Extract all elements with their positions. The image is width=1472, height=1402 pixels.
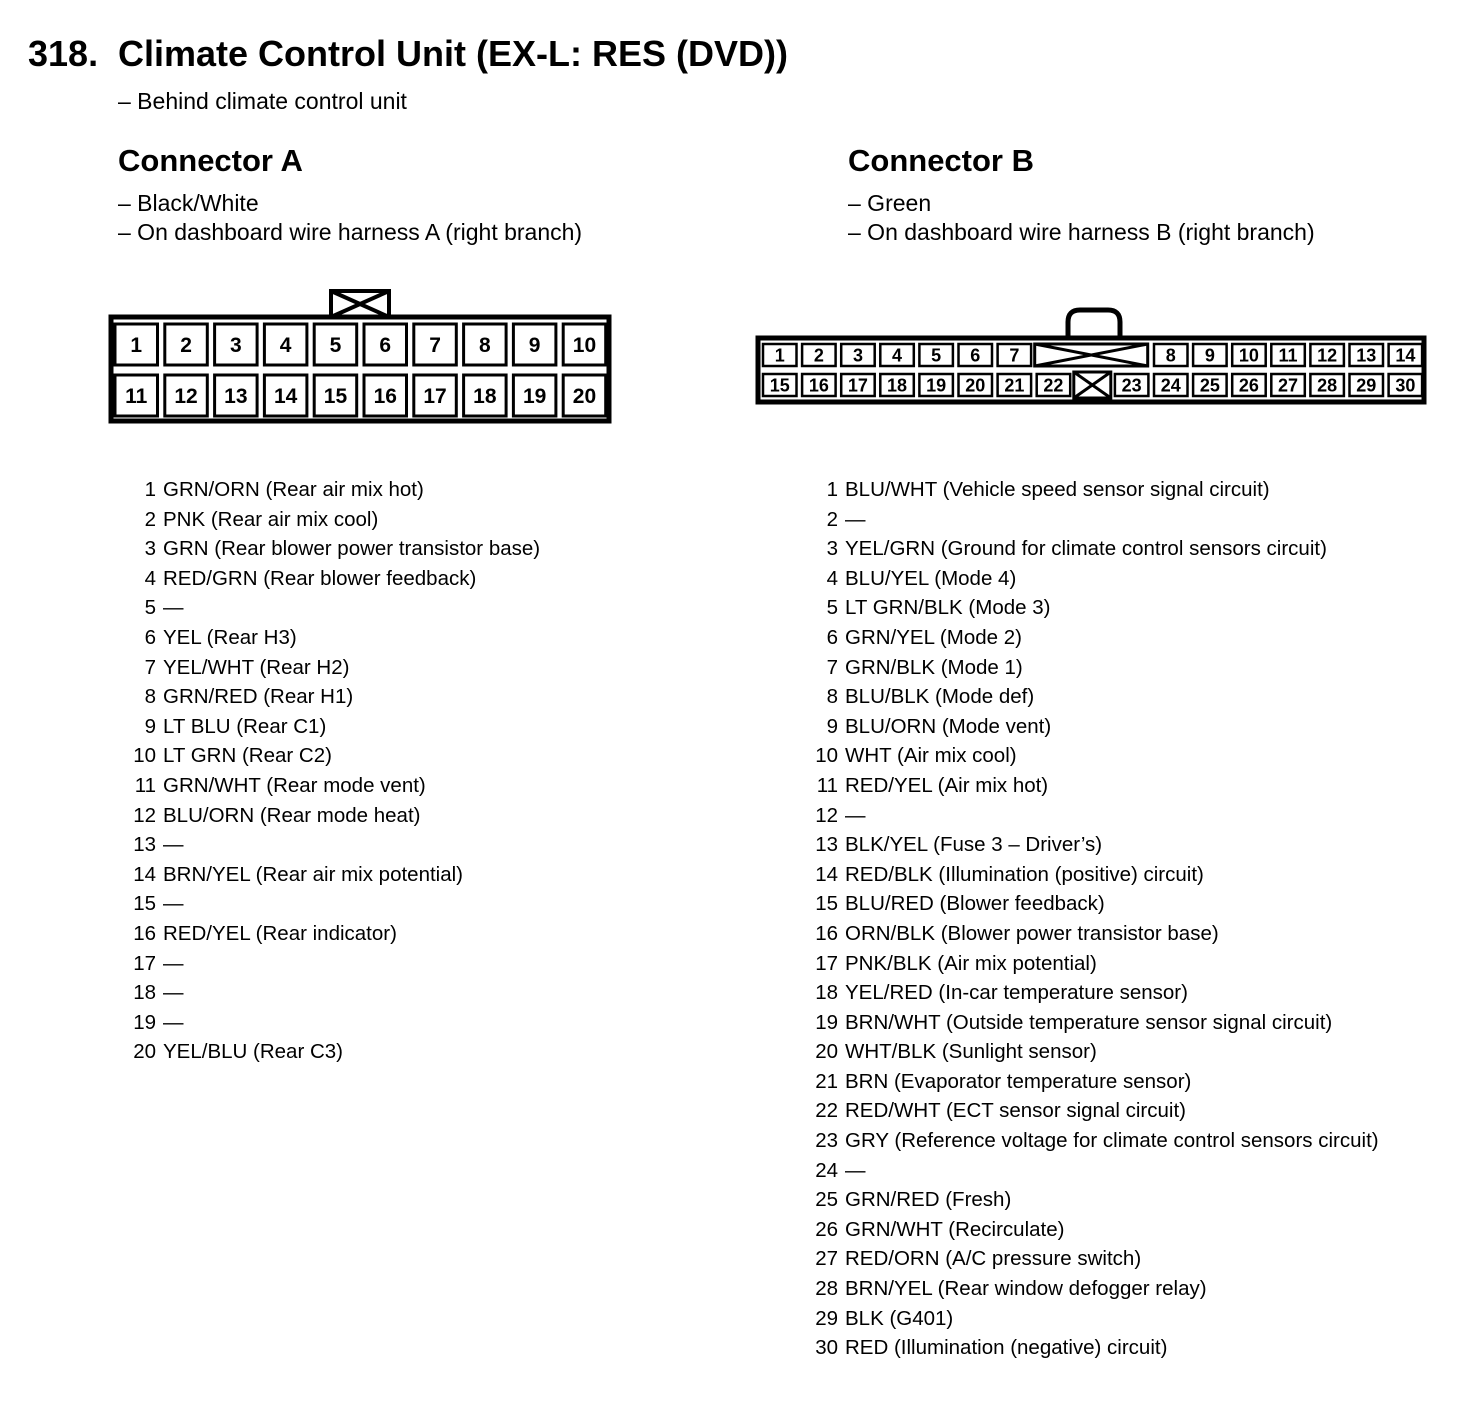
connector-a-pin-row xyxy=(128,1037,540,1067)
connector-a-pin-description: — xyxy=(163,892,184,916)
page-title-text: Climate Control Unit (EX-L: RES (DVD)) xyxy=(118,33,788,74)
connector-a-pin-6-label: 6 xyxy=(379,334,392,358)
connector-b-pin-number: 2 xyxy=(826,507,838,531)
connector-b-pin-row xyxy=(810,1096,1379,1126)
connector-b-pin-description: GRN/BLK (Mode 1) xyxy=(845,655,1023,679)
connector-b-pin-description: RED (Illumination (negative) circuit) xyxy=(845,1336,1168,1360)
connector-b-harness: – On dashboard wire harness B (right branch) xyxy=(848,219,1315,245)
connector-b-pin-number: 17 xyxy=(815,951,838,975)
connector-b-pin-description: YEL/RED (In-car temperature sensor) xyxy=(845,981,1188,1005)
connector-b-pin-number: 10 xyxy=(815,744,838,768)
connector-a-pin-row xyxy=(128,801,540,831)
connector-b-pin-description: BLU/RED (Blower feedback) xyxy=(845,892,1105,916)
page-number: 318. xyxy=(28,33,99,74)
connector-b-pin-28 xyxy=(1310,374,1344,396)
connector-a-pin-row xyxy=(128,860,540,890)
connector-b-title: Connector B xyxy=(848,143,1034,178)
connector-a-pin-number: 9 xyxy=(144,714,156,738)
connector-a-pin-14-label: 14 xyxy=(273,385,298,409)
connector-b-pin-row xyxy=(810,534,1379,564)
connector-b-pin-description: BLU/BLK (Mode def) xyxy=(845,685,1035,709)
connector-b-pin-7 xyxy=(998,344,1032,366)
connector-b-pin-29 xyxy=(1350,374,1384,396)
connector-a-pin-row xyxy=(128,653,540,683)
connector-a-pin-8 xyxy=(464,324,507,365)
connector-a-pin-11-label: 11 xyxy=(125,385,148,409)
connector-b-pin-number: 11 xyxy=(816,773,838,797)
connector-b-pin-row xyxy=(810,889,1379,919)
connector-b-pin-row xyxy=(810,771,1379,801)
connector-b-blank-cavity xyxy=(1074,372,1111,398)
connector-a-pin-6 xyxy=(364,324,407,365)
connector-b-pin-number: 21 xyxy=(815,1069,838,1093)
connector-a-pin-5-label: 5 xyxy=(329,334,342,358)
connector-a-pin-13 xyxy=(215,375,258,416)
connector-b-pin-row xyxy=(810,653,1379,683)
connector-b-pin-number: 15 xyxy=(815,892,838,916)
connector-a-pin-4-label: 4 xyxy=(279,334,292,358)
connector-b-pin-description: YEL/GRN (Ground for climate control sensors circuit) xyxy=(845,537,1327,561)
connector-b-pin-24-label: 24 xyxy=(1160,375,1181,396)
connector-b-pin-19 xyxy=(919,374,953,396)
connector-a-pin-row xyxy=(128,919,540,949)
connector-b-pin-25-label: 25 xyxy=(1199,375,1220,396)
connector-b-pin-row xyxy=(810,1037,1379,1067)
connector-a-pin-description: LT BLU (Rear C1) xyxy=(163,714,327,738)
connector-a-color: – Black/White xyxy=(118,190,259,216)
connector-a-pin-9-label: 9 xyxy=(528,334,541,358)
connector-b-pin-number: 25 xyxy=(815,1188,838,1212)
connector-a-pin-description: YEL (Rear H3) xyxy=(163,625,297,649)
connector-a-pin-7 xyxy=(414,324,457,365)
connector-b-pin-description: GRY (Reference voltage for climate control sensors circuit) xyxy=(845,1129,1379,1153)
connector-b-pin-26-label: 26 xyxy=(1238,375,1259,396)
connector-b-pin-description: GRN/RED (Fresh) xyxy=(845,1188,1012,1212)
connector-b-pin-9-label: 9 xyxy=(1204,345,1215,366)
connector-b-pin-number: 29 xyxy=(815,1306,838,1330)
connector-b-pin-number: 5 xyxy=(826,596,838,620)
connector-a-pin-2-label: 2 xyxy=(180,334,192,358)
connector-a-pin-12 xyxy=(165,375,208,416)
connector-b-pin-row xyxy=(810,1008,1379,1038)
connector-b-pin-row xyxy=(810,1274,1379,1304)
connector-a-pin-number: 4 xyxy=(144,566,156,590)
connector-b-key-cavity xyxy=(1035,344,1148,366)
connector-a-pin-row xyxy=(128,682,540,712)
connector-a-pin-number: 12 xyxy=(133,803,156,827)
connector-a-pin-description: BRN/YEL (Rear air mix potential) xyxy=(163,862,464,886)
connector-a-pin-row xyxy=(128,1008,540,1038)
connector-b-pin-23 xyxy=(1115,374,1149,396)
connector-a-pin-number: 13 xyxy=(133,833,156,857)
connector-b-pin-number: 20 xyxy=(815,1040,838,1064)
connector-a-pin-description: LT GRN (Rear C2) xyxy=(163,744,332,768)
connector-b-pin-15 xyxy=(763,374,797,396)
connector-b-pin-2 xyxy=(802,344,836,366)
connector-b-pin-5-label: 5 xyxy=(931,345,942,366)
connector-b-lock-tab xyxy=(1068,310,1120,338)
connector-b-pin-3 xyxy=(841,344,875,366)
connector-b-pin-8-label: 8 xyxy=(1165,345,1176,366)
connector-a-pin-number: 18 xyxy=(133,981,156,1005)
connector-b-pin-1 xyxy=(763,344,797,366)
connector-a-pin-19-label: 19 xyxy=(522,385,547,409)
connector-b-pin-7-label: 7 xyxy=(1009,345,1020,366)
connector-a-pin-10-label: 10 xyxy=(572,334,597,358)
connector-b-pin-16 xyxy=(802,374,836,396)
connector-b-pin-description: RED/ORN (A/C pressure switch) xyxy=(845,1247,1142,1271)
connector-b-pin-10 xyxy=(1232,344,1266,366)
connector-b-pin-10-label: 10 xyxy=(1238,345,1259,366)
connector-b-pin-row xyxy=(810,505,1379,535)
connector-a-pin-description: GRN/ORN (Rear air mix hot) xyxy=(163,478,424,501)
connector-b-pin-4-label: 4 xyxy=(892,345,903,366)
connector-b-pin-row xyxy=(810,978,1379,1008)
connector-a-pin-description: GRN/RED (Rear H1) xyxy=(163,685,354,709)
connector-a-pin-description: YEL/BLU (Rear C3) xyxy=(163,1040,344,1064)
connector-b-pin-row xyxy=(810,1156,1379,1186)
connector-a-pin-description: — xyxy=(163,596,184,620)
connector-a-pin-number: 16 xyxy=(133,921,156,945)
connector-a-pin-1-label: 1 xyxy=(130,334,143,358)
connector-b-pin-12 xyxy=(1310,344,1344,366)
connector-a-pin-number: 15 xyxy=(133,892,156,916)
connector-b-pin-11 xyxy=(1271,344,1305,366)
connector-b-pin-28-label: 28 xyxy=(1317,375,1338,396)
connector-a-pin-row xyxy=(128,830,540,860)
connector-b-pin-description: — xyxy=(845,507,866,531)
connector-a-pin-number: 20 xyxy=(133,1040,156,1064)
connector-b-pin-list xyxy=(810,475,1379,1363)
connector-a-pin-number: 5 xyxy=(144,596,156,620)
connector-a-pin-number: 10 xyxy=(133,744,156,768)
connector-b-pin-description: GRN/YEL (Mode 2) xyxy=(845,625,1022,649)
connector-b-pin-number: 14 xyxy=(815,862,838,886)
connector-b-pin-row xyxy=(810,1185,1379,1215)
connector-b-pin-number: 30 xyxy=(815,1336,838,1360)
connector-b-pin-27-label: 27 xyxy=(1278,375,1299,396)
connector-a-pin-row xyxy=(128,593,540,623)
connector-a-pin-17 xyxy=(414,375,457,416)
connector-a-pin-description: — xyxy=(163,1010,184,1034)
connector-b-pin-13 xyxy=(1350,344,1384,366)
connector-a-pin-number: 6 xyxy=(144,625,156,649)
connector-a-pin-row xyxy=(128,534,540,564)
connector-b-pin-4 xyxy=(880,344,914,366)
connector-b-pin-14 xyxy=(1389,344,1423,366)
connector-b-pin-21-label: 21 xyxy=(1004,375,1025,396)
connector-a-pin-number: 8 xyxy=(144,685,156,709)
connector-b-pin-row xyxy=(810,830,1379,860)
connector-a-pin-20-label: 20 xyxy=(572,385,597,409)
connector-a-pin-1 xyxy=(115,324,158,365)
connector-a-pin-number: 7 xyxy=(144,655,156,679)
connector-b-diagram xyxy=(750,300,1440,415)
connector-a-pin-description: — xyxy=(163,833,184,857)
connector-a-pin-20 xyxy=(563,375,606,416)
connector-b-pin-number: 16 xyxy=(815,921,838,945)
connector-a-diagram xyxy=(100,280,620,430)
connector-b-pin-9 xyxy=(1193,344,1227,366)
connector-a-pin-description: BLU/ORN (Rear mode heat) xyxy=(163,803,421,827)
connector-b-pin-22-label: 22 xyxy=(1043,375,1064,396)
connector-b-pin-description: — xyxy=(845,803,866,827)
connector-a-pin-17-label: 17 xyxy=(423,385,447,409)
connector-b-pin-12-label: 12 xyxy=(1317,345,1338,366)
connector-b-pin-number: 19 xyxy=(815,1010,838,1034)
connector-a-pin-7-label: 7 xyxy=(429,334,441,358)
connector-b-pin-description: GRN/WHT (Recirculate) xyxy=(845,1217,1065,1241)
connector-a-lock-tab xyxy=(331,291,389,317)
connector-b-pin-description: BLU/YEL (Mode 4) xyxy=(845,566,1017,590)
connector-a-pin-list xyxy=(128,475,540,1067)
connector-a-pin-row xyxy=(128,949,540,979)
connector-b-pin-description: BLK/YEL (Fuse 3 – Driver’s) xyxy=(845,833,1103,857)
connector-b-pin-row xyxy=(810,682,1379,712)
connector-b-pin-description: BRN/WHT (Outside temperature sensor signal circuit) xyxy=(845,1010,1333,1034)
connector-b-pin-3-label: 3 xyxy=(852,345,863,366)
connector-a-pin-number: 19 xyxy=(133,1010,156,1034)
connector-a-pin-number: 17 xyxy=(133,951,156,975)
connector-b-pin-number: 24 xyxy=(815,1158,838,1182)
connector-a-pin-15-label: 15 xyxy=(323,385,348,409)
connector-a-pin-10 xyxy=(563,324,606,365)
connector-b-pin-8 xyxy=(1154,344,1188,366)
connector-a-pin-row xyxy=(128,564,540,594)
connector-b-pin-row xyxy=(810,801,1379,831)
connector-b-pin-description: BLU/WHT (Vehicle speed sensor signal circuit) xyxy=(845,478,1270,501)
connector-a-pin-13-label: 13 xyxy=(224,385,248,409)
connector-b-pin-row xyxy=(810,1215,1379,1245)
connector-b-pin-row xyxy=(810,564,1379,594)
connector-a-pin-number: 14 xyxy=(133,862,156,886)
connector-a-pin-description: RED/GRN (Rear blower feedback) xyxy=(163,566,477,590)
connector-a-pin-row xyxy=(128,712,540,742)
connector-a-pin-3 xyxy=(215,324,258,365)
connector-b-pin-number: 18 xyxy=(815,981,838,1005)
connector-b-pin-number: 28 xyxy=(815,1277,838,1301)
connector-b-pin-number: 27 xyxy=(815,1247,838,1271)
connector-b-pin-17 xyxy=(841,374,875,396)
connector-a-pin-12-label: 12 xyxy=(174,385,198,409)
connector-a-pin-description: — xyxy=(163,981,184,1005)
connector-b-pin-30-label: 30 xyxy=(1395,375,1416,396)
connector-b-pin-description: RED/BLK (Illumination (positive) circuit) xyxy=(845,862,1204,886)
connector-b-pin-27 xyxy=(1271,374,1305,396)
connector-b-pin-description: BRN/YEL (Rear window defogger relay) xyxy=(845,1277,1207,1301)
connector-b-pin-row xyxy=(810,949,1379,979)
connector-b-pin-26 xyxy=(1232,374,1266,396)
connector-b-pin-row xyxy=(810,741,1379,771)
connector-b-pin-row xyxy=(810,860,1379,890)
connector-b-pin-number: 9 xyxy=(826,714,838,738)
connector-b-pin-description: RED/WHT (ECT sensor signal circuit) xyxy=(845,1099,1186,1123)
connector-a-pin-number: 1 xyxy=(144,478,156,501)
connector-a-pin-19 xyxy=(513,375,556,416)
connector-a-pin-description: PNK (Rear air mix cool) xyxy=(163,507,379,531)
connector-a-pin-9 xyxy=(513,324,556,365)
connector-b-pin-number: 4 xyxy=(826,566,838,590)
connector-b-pin-row xyxy=(810,1126,1379,1156)
connector-b-pin-2-label: 2 xyxy=(813,345,824,366)
connector-b-pin-13-label: 13 xyxy=(1356,345,1377,366)
connector-b-pin-number: 6 xyxy=(826,625,838,649)
connector-a-pin-row xyxy=(128,623,540,653)
connector-a-pin-4 xyxy=(264,324,307,365)
connector-b-pin-number: 26 xyxy=(815,1217,838,1241)
connector-b-pin-description: WHT/BLK (Sunlight sensor) xyxy=(845,1040,1097,1064)
connector-a-pin-11 xyxy=(115,375,158,416)
connector-b-pin-24 xyxy=(1154,374,1188,396)
connector-b-pin-20-label: 20 xyxy=(965,375,986,396)
connector-b-pin-row xyxy=(810,623,1379,653)
connector-a-pin-8-label: 8 xyxy=(479,334,491,358)
connector-b-pin-description: BRN (Evaporator temperature sensor) xyxy=(845,1069,1192,1093)
connector-a-pin-number: 3 xyxy=(144,537,156,561)
connector-a-pin-15 xyxy=(314,375,357,416)
connector-b-pin-number: 8 xyxy=(826,685,838,709)
connector-b-pin-number: 1 xyxy=(826,478,838,501)
connector-b-pin-1-label: 1 xyxy=(774,345,785,366)
connector-a-pin-number: 11 xyxy=(134,773,156,797)
connector-b-pin-22 xyxy=(1037,374,1071,396)
connector-b-pin-6 xyxy=(959,344,993,366)
connector-a-pin-number: 2 xyxy=(144,507,156,531)
connector-a-pin-row xyxy=(128,741,540,771)
connector-a-pin-14 xyxy=(264,375,307,416)
connector-b-color: – Green xyxy=(848,190,932,216)
connector-b-pin-row xyxy=(810,919,1379,949)
connector-a-pin-row xyxy=(128,505,540,535)
connector-a-pin-16 xyxy=(364,375,407,416)
connector-b-pin-17-label: 17 xyxy=(847,375,868,396)
connector-b-pin-18-label: 18 xyxy=(887,375,908,396)
connector-b-pin-description: BLU/ORN (Mode vent) xyxy=(845,714,1052,738)
connector-b-pin-number: 12 xyxy=(815,803,838,827)
connector-b-pin-description: — xyxy=(845,1158,866,1182)
connector-b-pin-description: LT GRN/BLK (Mode 3) xyxy=(845,596,1051,620)
connector-a-pin-18-label: 18 xyxy=(473,385,497,409)
connector-b-pin-row xyxy=(810,712,1379,742)
connector-b-pin-description: RED/YEL (Air mix hot) xyxy=(845,773,1049,797)
connector-a-pin-3-label: 3 xyxy=(230,334,242,358)
connector-b-pin-description: BLK (G401) xyxy=(845,1306,954,1330)
connector-b-pin-29-label: 29 xyxy=(1356,375,1377,396)
connector-b-pin-6-label: 6 xyxy=(970,345,981,366)
connector-a-harness: – On dashboard wire harness A (right branch) xyxy=(118,219,583,245)
connector-b-pin-number: 13 xyxy=(815,833,838,857)
connector-b-pin-16-label: 16 xyxy=(808,375,829,396)
connector-b-pin-number: 22 xyxy=(815,1099,838,1123)
connector-b-pin-15-label: 15 xyxy=(769,375,790,396)
connector-b-pin-row xyxy=(810,1067,1379,1097)
connector-a-pin-2 xyxy=(165,324,208,365)
connector-a-pin-row xyxy=(128,475,540,505)
connector-b-pin-row xyxy=(810,475,1379,505)
connector-a-pin-row xyxy=(128,889,540,919)
connector-b-pin-number: 3 xyxy=(826,537,838,561)
connector-b-pin-number: 23 xyxy=(815,1129,838,1153)
connector-a-pin-description: YEL/WHT (Rear H2) xyxy=(163,655,350,679)
connector-a-pin-description: GRN (Rear blower power transistor base) xyxy=(163,537,541,561)
connector-b-pin-21 xyxy=(998,374,1032,396)
connector-b-pin-14-label: 14 xyxy=(1395,345,1416,366)
connector-b-pin-19-label: 19 xyxy=(926,375,947,396)
connector-a-pin-description: RED/YEL (Rear indicator) xyxy=(163,921,397,945)
connector-b-pin-row xyxy=(810,1333,1379,1363)
connector-b-pin-23-label: 23 xyxy=(1121,375,1142,396)
connector-b-pin-number: 7 xyxy=(826,655,838,679)
connector-b-pin-5 xyxy=(919,344,953,366)
location-note: – Behind climate control unit xyxy=(118,88,407,114)
connector-a-pin-row xyxy=(128,978,540,1008)
connector-b-pin-description: ORN/BLK (Blower power transistor base) xyxy=(845,921,1219,945)
connector-b-pin-11-label: 11 xyxy=(1278,345,1298,366)
connector-b-pin-description: PNK/BLK (Air mix potential) xyxy=(845,951,1097,975)
connector-b-pin-row xyxy=(810,593,1379,623)
connector-b-pin-25 xyxy=(1193,374,1227,396)
connector-a-pin-18 xyxy=(464,375,507,416)
connector-a-pin-5 xyxy=(314,324,357,365)
connector-a-pin-description: — xyxy=(163,951,184,975)
connector-b-pin-30 xyxy=(1389,374,1423,396)
connector-a-title: Connector A xyxy=(118,143,303,178)
connector-b-pin-row xyxy=(810,1244,1379,1274)
connector-b-pin-description: WHT (Air mix cool) xyxy=(845,744,1017,768)
connector-a-pin-16-label: 16 xyxy=(373,385,397,409)
connector-b-pin-18 xyxy=(880,374,914,396)
page-title xyxy=(28,33,788,75)
connector-a-pin-row xyxy=(128,771,540,801)
connector-a-pin-description: GRN/WHT (Rear mode vent) xyxy=(163,773,426,797)
connector-b-pin-20 xyxy=(959,374,993,396)
connector-b-pin-row xyxy=(810,1304,1379,1334)
